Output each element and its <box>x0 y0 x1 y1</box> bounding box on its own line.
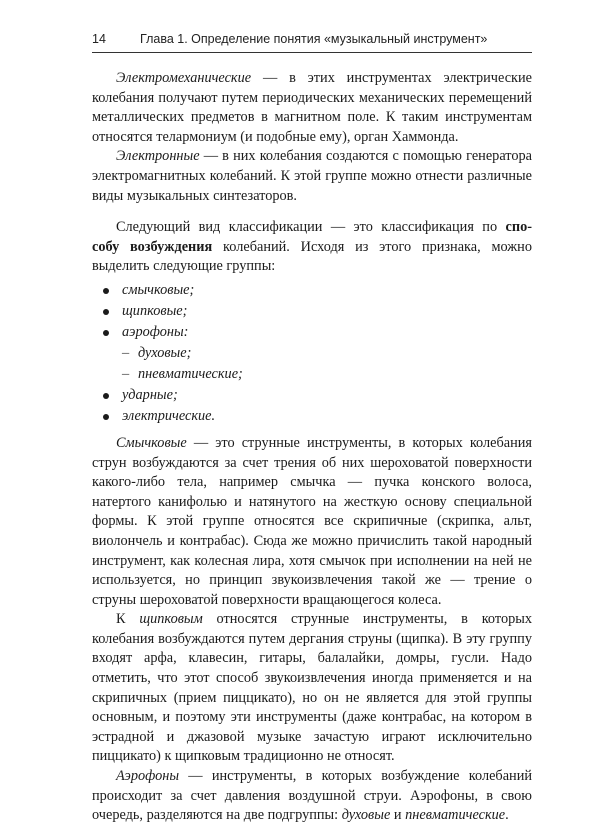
bullet-icon <box>103 330 109 336</box>
term-electronic: Электронные <box>116 148 200 165</box>
sub-list-item: – духовые; <box>92 344 532 365</box>
paragraph-bowed: Смычковые — это струнные инструменты, в которых колебания струн возбуждаются за счет трения об них шероховатой поверхности какого-либо тела, например смычка — пучка конского волоса, натертого канифолью и натянутого на жесткую основу специальной формы. К этой группе относятся все скрипичные (скрипка, альт, виолончель и контрабас). Сюда же можно причислить такой народный инструмент, как колесная лира, хотя смычок при исполнении на ней не используется, но принцип звукоизвлечения такой же — трение о струны шероховатой поверхности вращающегося колеса. <box>92 434 532 608</box>
list-item: смычковые; <box>92 281 532 302</box>
list-item: ударные; <box>92 386 532 407</box>
paragraph-electronic: Электронные — в них колебания создаются с помощью генератора электромагнитных колебаний. К этой группе можно отнести различные виды музыкальных синтезаторов. <box>92 148 532 204</box>
term-bowed: Смычковые <box>116 434 187 451</box>
body-text <box>92 69 532 826</box>
list-item: щипковые; <box>92 302 532 323</box>
page-number: 14 <box>92 32 106 46</box>
dash-marker: – <box>122 344 130 361</box>
sub-list-item: – пневматические; <box>92 365 532 386</box>
list-item: электрические. <box>92 407 532 428</box>
classification-line-3: выделить следующие группы: <box>92 258 276 275</box>
term-plucked: щипковым <box>139 611 203 628</box>
header-rule <box>92 52 532 53</box>
groups-list <box>92 281 532 428</box>
paragraph-plucked: К щипковым относятся струнные инструменты, в которых колебания возбуждаются путем дергания струны (щипка). В эту группу входят арфа, клавесин, гитары, балалайки, домры, гусли. Надо отметить, что этот способ звукоизвлечения иногда применяется и на скрипичных (прием пиццикато), но он не является для этой группы основным, и поэтому эти инструменты (даже контрабас, на котором в эстрадной и джазовой музыке зачастую играют исключительно пиццикато) к щипковым традиционно не относят. <box>92 611 532 765</box>
chapter-title: Глава 1. Определение понятия «музыкальный инструмент» <box>140 32 488 46</box>
paragraph-classification <box>92 218 532 277</box>
bullet-icon <box>103 309 109 315</box>
bullet-icon <box>103 288 109 294</box>
dash-marker: – <box>122 365 130 382</box>
classification-line-2: собу возбуждения колебаний. Исходя из этого признака, можно <box>92 238 532 255</box>
term-aerophones: Аэрофоны <box>116 768 180 785</box>
bullet-icon <box>103 414 109 420</box>
paragraph-aerophones: Аэрофоны — инструменты, в которых возбуждение колебаний происходит за счет давления воздушной струи. Аэрофоны, в свою очередь, разделяются на две подгруппы: духовые и пневматические. <box>92 768 532 824</box>
paragraph-electromechanical: Электромеханические — в этих инструментах электрические колебания получают путем периодических механических перемещений металлических предметов в магнитном поле. К таким инструментам относятся телармониум (и подобные ему), орган Хаммонда. <box>92 70 532 145</box>
classification-line-1: Следующий вид классификации — это классификация по спо- <box>116 219 532 236</box>
term-electromechanical: Электромеханические <box>116 70 252 86</box>
list-item: аэрофоны: <box>92 323 532 344</box>
bullet-icon <box>103 393 109 399</box>
